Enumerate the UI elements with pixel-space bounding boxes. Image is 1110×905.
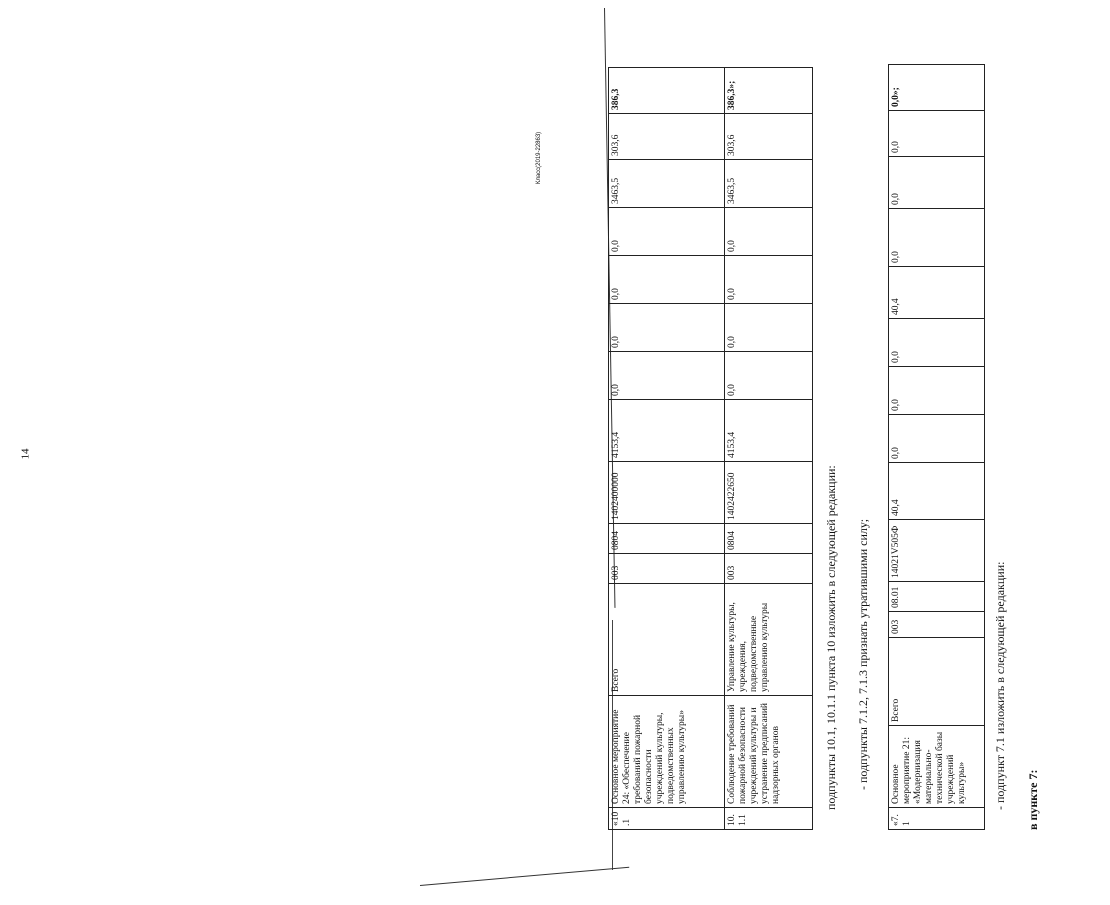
cell-rzpr: 0804 [609,524,725,554]
cell-csr: 1402422650 [725,462,813,524]
cell-value: 3463,5 [609,160,725,208]
cell-value: 0,0 [609,256,725,304]
paragraph-invalidated: - подпункты 7.1.2, 7.1.3 признать утратившими силу; [856,518,870,790]
cell-executor: Управление культуры, учреждения, подведомственные управлению культуры [725,584,813,696]
cell-num: «7.1 [889,808,985,830]
paragraph-subitem-7-1: - подпункт 7.1 изложить в следующей редакции: [993,561,1007,810]
cell-value: 0,0 [889,157,985,209]
cell-total: 4153,4 [609,400,725,462]
cell-csr: 1402400000 [609,462,725,524]
cell-value: 0,0 [889,415,985,463]
table-10-1 [608,67,813,830]
cell-value: 303,6 [725,114,813,160]
cell-value: 0,0 [609,352,725,400]
cell-grbs: 003 [725,554,813,584]
cell-name: Основное мероприятие 21: «Модернизация материально-технической базы учреждений культуры» [889,726,985,808]
cell-value: 40,4 [889,267,985,319]
cell-value: 386,3»; [725,68,813,114]
cell-grbs: 003 [609,554,725,584]
cell-executor: Всего [609,584,725,696]
cell-num: 10.1.1 [725,808,813,830]
cell-grbs: 003 [889,612,985,638]
cell-value: 0,0 [889,111,985,157]
paragraph-subitem-10: подпункты 10.1, 10.1.1 пункта 10 изложить в следующей редакции: [824,465,838,810]
cell-value: 0,0 [889,367,985,415]
cell-value: 0,0 [609,208,725,256]
cell-value: 0,0 [609,304,725,352]
cell-name: Соблюдение требований пожарной безопасности учреждений культуры и устранение предписаний надзорных органов [725,696,813,808]
cell-num: «10.1 [609,808,725,830]
paragraph-item-7: в пункте 7: [1026,769,1040,830]
cell-executor: Всего [889,638,985,726]
cell-value: 0,0 [725,304,813,352]
rotated-document-body [550,80,1110,870]
cell-value: 0,0 [725,208,813,256]
cell-rzpr: 08.01 [889,582,985,612]
cell-rzpr: 0804 [725,524,813,554]
cell-total: 4153,4 [725,400,813,462]
cell-value: 0,0 [889,209,985,267]
cell-value: 0,0 [889,319,985,367]
cell-value: 303,6 [609,114,725,160]
cell-value: 0,0 [725,352,813,400]
cell-value: 3463,5 [725,160,813,208]
cell-name: Основное мероприятие 24: «Обеспечение требований пожарной безопасности учреждений культуры, подведомственных управлению культуры» [609,696,725,808]
table-row [725,68,813,830]
table-row [889,65,985,830]
cell-value: 0,0 [725,256,813,304]
cell-value: 386,3 [609,68,725,114]
cell-total: 40,4 [889,463,985,520]
cell-value: 0,0»; [889,65,985,111]
table-7-1 [888,64,985,830]
table-row [609,68,725,830]
cell-csr: 14021V505Ф [889,520,985,582]
